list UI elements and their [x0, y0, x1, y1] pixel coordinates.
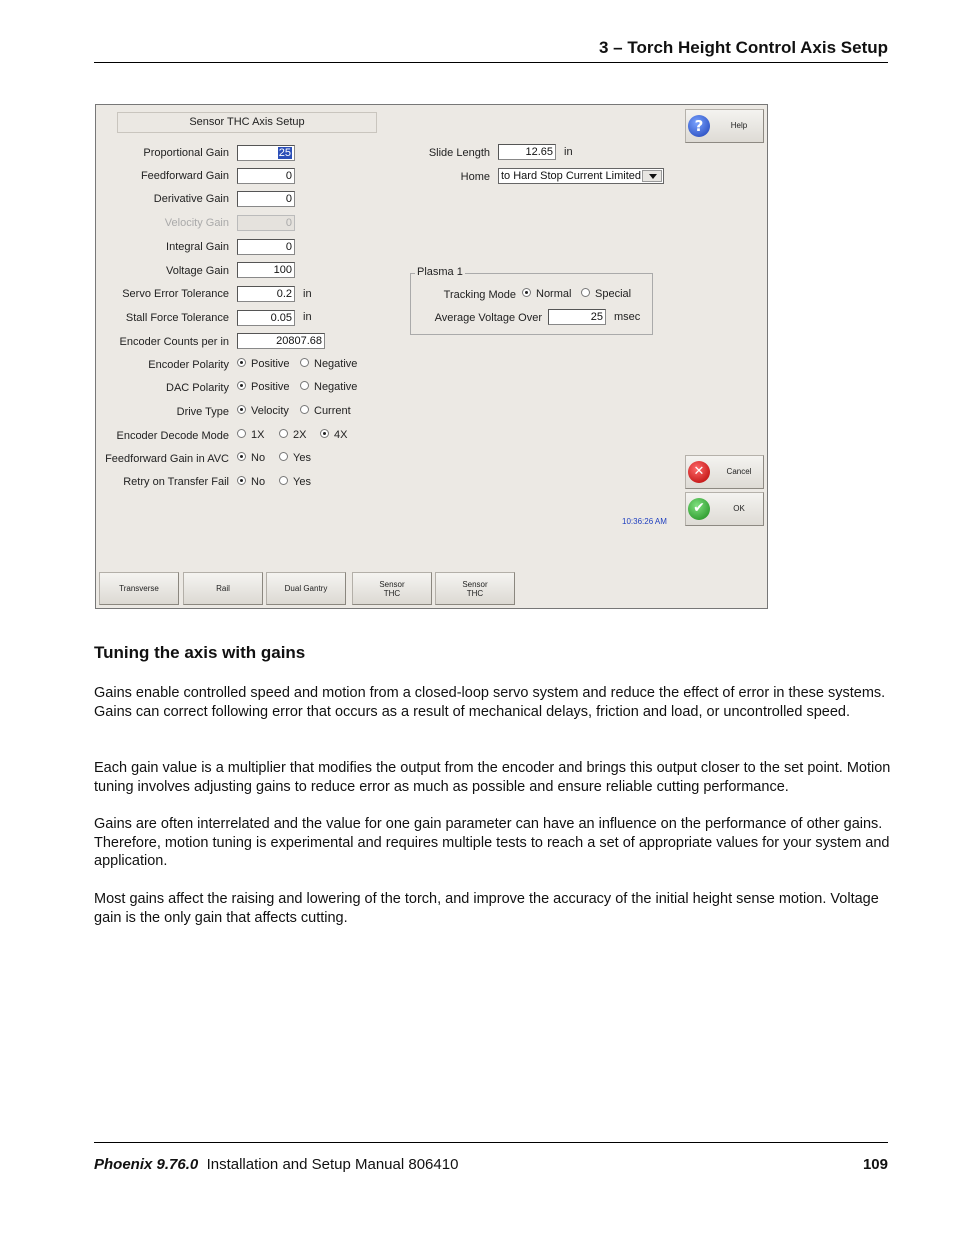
field-label-derivative-gain: Derivative Gain	[153, 193, 229, 205]
home-select-value: to Hard Stop Current Limited	[501, 170, 642, 182]
tab-sensor-thc-1[interactable]: Sensor THC	[352, 572, 432, 605]
encoder-polarity-positive[interactable]	[237, 358, 290, 370]
cancel-button[interactable]	[685, 455, 764, 489]
slide-length-input[interactable]: 12.65	[498, 144, 556, 160]
paragraph-1: Gains enable controlled speed and motion from a closed-loop servo system and reduce the effect of error in these systems. Gains can correct following error that occurs as a result of mechanical delays, friction and load, or uncontrolled speed.	[94, 685, 886, 720]
paragraph-2: Each gain value is a multiplier that modifies the output from the encoder and brings this output closer to the set point. Motion tuning involves adjusting gains to reduce error as much as possible and ensure reliable cutting performance.	[94, 760, 891, 795]
retry-transfer-no[interactable]	[237, 476, 265, 488]
slide-length-unit: in	[564, 146, 573, 158]
field-label-feedforward-gain: Feedforward Gain	[140, 170, 229, 182]
radio-selected-icon	[320, 429, 329, 438]
tracking-mode-label: Tracking Mode	[443, 289, 516, 301]
dac-polarity-negative[interactable]	[300, 381, 357, 393]
feedforward-avc-no[interactable]	[237, 452, 265, 464]
tab-sensor-thc-2[interactable]: Sensor THC	[435, 572, 515, 605]
stall-force-tolerance-input[interactable]: 0.05	[237, 310, 295, 326]
panel-title: Sensor THC Axis Setup	[117, 112, 377, 133]
decode-mode-4x[interactable]	[320, 429, 347, 441]
retry-transfer-yes[interactable]	[279, 476, 311, 488]
help-button-label: Help	[730, 121, 748, 130]
feedforward-gain-input[interactable]: 0	[237, 168, 295, 184]
radio-label-drive-type: Drive Type	[176, 406, 229, 418]
radio-selected-icon	[237, 476, 246, 485]
radio-option-label: 2X	[293, 429, 307, 441]
radio-label-feedforward-avc: Feedforward Gain in AVC	[105, 453, 229, 465]
field-label-servo-error-tolerance: Servo Error Tolerance	[122, 288, 229, 300]
radio-label-retry-transfer-fail: Retry on Transfer Fail	[123, 476, 229, 488]
encoder-counts-input[interactable]: 20807.68	[237, 333, 325, 349]
radio-icon	[581, 288, 590, 297]
footer-rule	[94, 1142, 888, 1143]
radio-option-label: Yes	[293, 476, 311, 488]
drive-type-velocity[interactable]	[237, 405, 289, 417]
radio-selected-icon	[237, 381, 246, 390]
radio-icon	[300, 358, 309, 367]
tab-transverse[interactable]: Transverse	[99, 572, 179, 605]
radio-label-encoder-polarity: Encoder Polarity	[148, 359, 229, 371]
radio-option-label: Negative	[314, 381, 358, 393]
field-label-proportional-gain: Proportional Gain	[143, 147, 229, 159]
clock-time: 10:36:26 AM	[622, 517, 667, 526]
tracking-mode-special[interactable]	[581, 288, 631, 300]
slide-length-label: Slide Length	[428, 147, 490, 159]
avg-voltage-unit: msec	[614, 311, 641, 323]
tracking-mode-normal[interactable]	[522, 288, 571, 300]
checkmark-icon	[688, 498, 710, 520]
proportional-gain-input[interactable]	[237, 145, 295, 161]
setup-screenshot	[95, 104, 768, 609]
radio-option-label: Positive	[251, 358, 290, 370]
radio-option-label: Special	[595, 288, 632, 300]
help-icon	[688, 115, 710, 137]
paragraph-4: Most gains affect the raising and lowering of the torch, and improve the accuracy of the initial height sense motion. Voltage gain is the only gain that affects cutting.	[94, 891, 879, 926]
voltage-gain-input[interactable]: 100	[237, 262, 295, 278]
decode-mode-1x[interactable]	[237, 429, 264, 441]
chevron-down-icon[interactable]	[642, 170, 662, 182]
footer-product: Phoenix 9.76.0	[94, 1156, 199, 1173]
radio-option-label: No	[251, 476, 266, 488]
feedforward-avc-yes[interactable]	[279, 452, 311, 464]
radio-icon	[279, 429, 288, 438]
field-label-voltage-gain: Voltage Gain	[166, 265, 229, 277]
velocity-gain-input: 0	[237, 215, 295, 231]
field-label-velocity-gain: Velocity Gain	[164, 217, 229, 229]
radio-icon	[300, 405, 309, 414]
radio-icon	[300, 381, 309, 390]
radio-selected-icon	[237, 405, 246, 414]
avg-voltage-input[interactable]: 25	[548, 309, 606, 325]
derivative-gain-input[interactable]: 0	[237, 191, 295, 207]
radio-option-label: 1X	[251, 429, 265, 441]
radio-selected-icon	[522, 288, 531, 297]
dac-polarity-positive[interactable]	[237, 381, 290, 393]
servo-error-tolerance-input[interactable]: 0.2	[237, 286, 295, 302]
radio-icon	[279, 476, 288, 485]
radio-option-label: Normal	[536, 288, 572, 300]
footer-text	[94, 1156, 458, 1173]
servo-error-unit: in	[303, 288, 312, 300]
footer-manual: Installation and Setup Manual 806410	[206, 1156, 459, 1173]
home-select[interactable]	[498, 168, 664, 184]
decode-mode-2x[interactable]	[279, 429, 306, 441]
help-button[interactable]	[685, 109, 764, 143]
ok-button-label: OK	[733, 504, 745, 513]
radio-option-label: 4X	[334, 429, 348, 441]
radio-selected-icon	[237, 358, 246, 367]
plasma-group-legend: Plasma 1	[417, 266, 463, 278]
encoder-polarity-negative[interactable]	[300, 358, 357, 370]
plasma-group	[410, 266, 653, 335]
paragraph-3: Gains are often interrelated and the value for one gain parameter can have an influence on the performance of other gains. Therefore, motion tuning is experimental and requires multiple tests to reach a set of appropriate values for your system and application.	[94, 816, 890, 870]
radio-option-label: No	[251, 452, 266, 464]
field-label-encoder-counts: Encoder Counts per in	[119, 336, 229, 348]
cancel-icon	[688, 461, 710, 483]
radio-label-encoder-decode-mode: Encoder Decode Mode	[116, 430, 229, 442]
radio-option-label: Positive	[251, 381, 290, 393]
radio-option-label: Velocity	[251, 405, 289, 417]
field-label-integral-gain: Integral Gain	[166, 241, 229, 253]
radio-icon	[237, 429, 246, 438]
integral-gain-input[interactable]: 0	[237, 239, 295, 255]
radio-label-dac-polarity: DAC Polarity	[166, 382, 229, 394]
tab-dual-gantry[interactable]: Dual Gantry	[266, 572, 346, 605]
avg-voltage-label: Average Voltage Over	[434, 312, 542, 324]
page-header-title: 3 – Torch Height Control Axis Setup	[598, 38, 888, 57]
tab-rail[interactable]: Rail	[183, 572, 263, 605]
header-rule	[94, 62, 888, 63]
ok-button[interactable]	[685, 492, 764, 526]
radio-selected-icon	[237, 452, 246, 461]
cancel-button-label: Cancel	[726, 467, 752, 476]
proportional-gain-value: 25	[278, 147, 291, 159]
section-heading: Tuning the axis with gains	[94, 643, 306, 662]
stall-force-unit: in	[303, 311, 312, 323]
home-label: Home	[460, 171, 490, 183]
radio-option-label: Negative	[314, 358, 358, 370]
page-number: 109	[862, 1156, 888, 1173]
radio-icon	[279, 452, 288, 461]
radio-option-label: Current	[314, 405, 351, 417]
drive-type-current[interactable]	[300, 405, 351, 417]
field-label-stall-force-tolerance: Stall Force Tolerance	[125, 312, 229, 324]
radio-option-label: Yes	[293, 452, 311, 464]
